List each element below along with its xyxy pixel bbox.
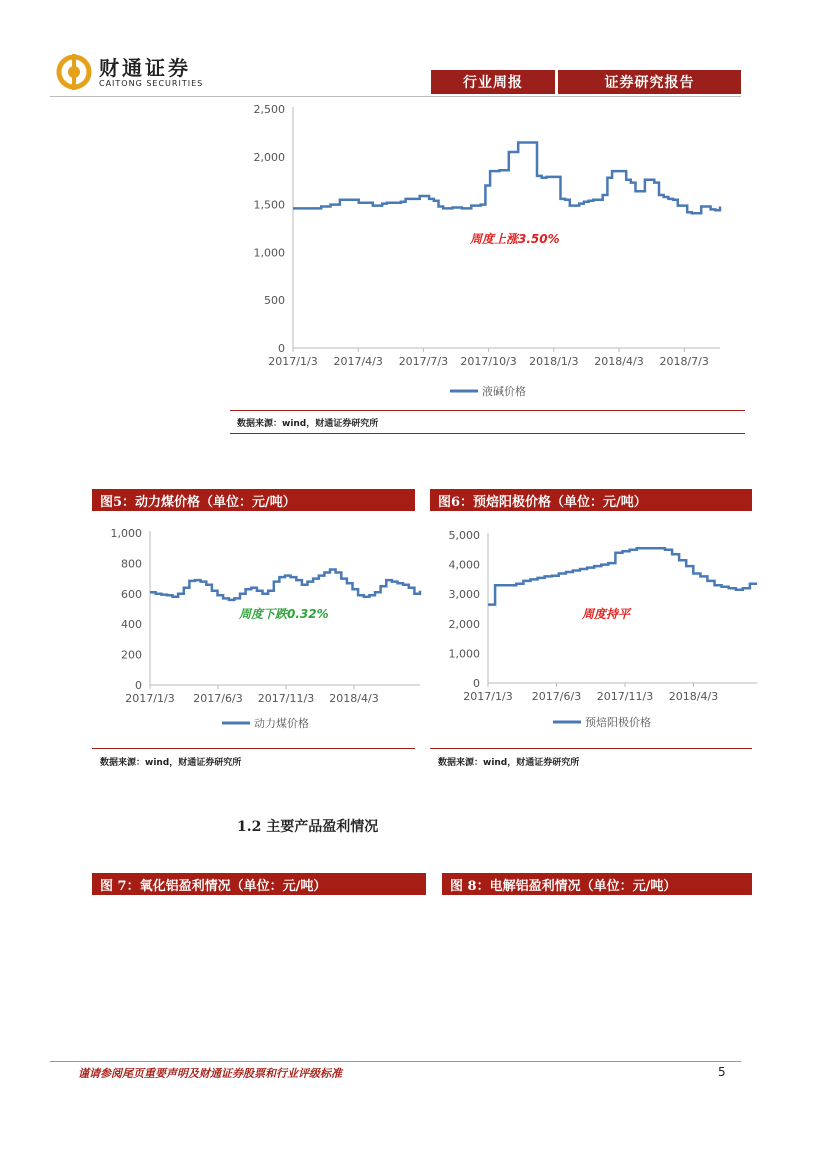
x-axis	[268, 348, 709, 368]
top-source-rule-bottom	[230, 433, 745, 434]
fig5-title: 图5：动力煤价格（单位：元/吨）	[92, 489, 415, 511]
y-tick-label: 2,000	[448, 617, 480, 631]
y-tick-label: 0	[135, 679, 142, 692]
series-line	[293, 143, 720, 214]
x-axis	[463, 683, 718, 703]
y-tick-label: 400	[121, 618, 142, 632]
fig8-title: 图 8：电解铝盈利情况（单位：元/吨）	[442, 873, 752, 895]
logo-en-text: CAITONG SECURITIES	[99, 79, 204, 88]
chart-annotation: 周度下跌0.32%	[239, 607, 329, 621]
y-tick-label: 1,000	[448, 647, 480, 661]
x-tick-label: 2017/1/3	[125, 692, 175, 705]
legend-label: 液碱价格	[482, 385, 526, 398]
x-tick-label: 2017/10/3	[460, 355, 517, 368]
x-tick-label: 2017/11/3	[596, 690, 654, 703]
prebaked-anode-price-chart	[430, 520, 760, 742]
y-tick-label: 3,000	[448, 588, 480, 602]
header-tag-industry-weekly: 行业周报	[431, 70, 555, 94]
y-tick-label: 0	[473, 677, 480, 690]
logo-emblem-icon	[55, 54, 93, 90]
fig6-title: 图6：预焙阳极价格（单位：元/吨）	[430, 489, 752, 511]
x-tick-label: 2017/4/3	[333, 355, 383, 368]
y-tick-label: 800	[121, 557, 142, 571]
x-tick-label: 2018/1/3	[529, 355, 579, 368]
x-tick-label: 2018/7/3	[659, 355, 709, 368]
x-tick-label: 2017/1/3	[463, 690, 513, 703]
y-tick-label: 2,000	[253, 150, 285, 164]
x-tick-label: 2017/6/3	[531, 690, 582, 703]
fig5-source-text: 数据来源：wind，财通证券研究所	[100, 758, 242, 768]
y-tick-label: 1,000	[253, 246, 285, 260]
y-tick-label: 500	[264, 294, 285, 308]
y-tick-label: 0	[278, 342, 285, 355]
y-axis	[254, 103, 721, 355]
x-axis	[125, 685, 378, 705]
y-tick-label: 600	[121, 587, 142, 601]
y-tick-label: 2,500	[253, 103, 285, 116]
fig6-source-rule	[430, 748, 752, 749]
logo-cn-text: 财通证券	[99, 56, 191, 80]
series-line	[150, 570, 420, 600]
footer-disclaimer: 谨请参阅尾页重要声明及财通证券股票和行业评级标准	[78, 1067, 342, 1080]
footer-rule	[50, 1061, 741, 1062]
y-tick-label: 5,000	[448, 529, 480, 542]
series-line	[488, 548, 757, 604]
fig7-title: 图 7：氧化铝盈利情况（单位：元/吨）	[92, 873, 426, 895]
page-number: 5	[718, 1065, 726, 1079]
y-tick-label: 1,000	[110, 527, 142, 540]
x-tick-label: 2018/4/3	[594, 355, 644, 368]
top-source-rule-top	[230, 410, 745, 411]
fig5-source-rule	[92, 748, 415, 749]
x-tick-label: 2018/4/3	[668, 690, 719, 703]
x-tick-label: 2018/4/3	[329, 692, 379, 705]
caustic-soda-price-chart	[230, 100, 745, 410]
legend-label: 预焙阳极价格	[585, 716, 651, 729]
chart-annotation: 周度上涨3.50%	[470, 232, 560, 246]
chart-annotation: 周度持平	[582, 607, 631, 621]
x-tick-label: 2017/1/3	[268, 355, 318, 368]
legend-label: 动力煤价格	[254, 717, 309, 730]
header-rule	[50, 96, 741, 97]
section-heading: 1.2 主要产品盈利情况	[237, 819, 379, 835]
x-tick-label: 2017/6/3	[193, 692, 243, 705]
top-source-text: 数据来源：wind，财通证券研究所	[237, 419, 379, 429]
x-tick-label: 2017/11/3	[257, 692, 315, 705]
x-tick-label: 2017/7/3	[398, 355, 449, 368]
thermal-coal-price-chart	[92, 520, 422, 742]
y-tick-label: 1,500	[253, 198, 285, 212]
company-logo	[55, 52, 215, 92]
y-tick-label: 200	[121, 648, 142, 662]
y-tick-label: 4,000	[448, 558, 480, 572]
fig6-source-text: 数据来源：wind，财通证券研究所	[438, 758, 580, 768]
header-tag-research-report: 证券研究报告	[558, 70, 741, 94]
